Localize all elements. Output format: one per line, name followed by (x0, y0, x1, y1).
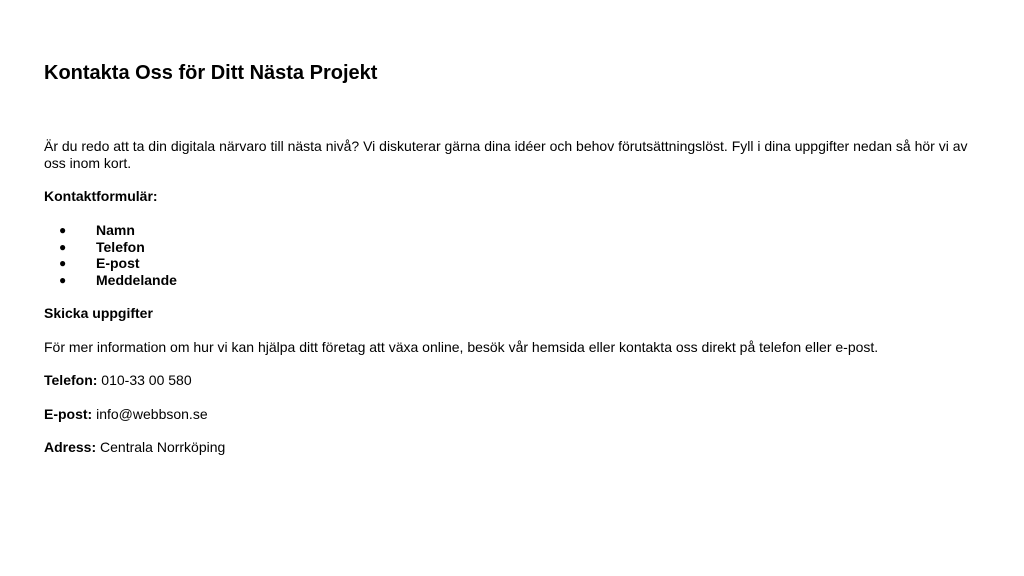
form-field-label: Meddelande (96, 272, 177, 289)
form-field-phone (44, 239, 177, 256)
page-title: Kontakta Oss för Ditt Nästa Projekt (44, 62, 378, 84)
address-label: Adress: (44, 439, 97, 455)
form-field-label: Namn (96, 222, 135, 238)
bullet-icon: ● (59, 239, 67, 254)
email-value: info@webbson.se (96, 406, 208, 422)
bullet-icon: ● (59, 223, 67, 237)
contact-address (44, 439, 225, 456)
bullet-icon: ● (59, 273, 67, 288)
contact-form-heading: Kontaktformulär: (44, 188, 158, 204)
form-field-email (44, 255, 177, 272)
phone-label: Telefon: (44, 372, 98, 388)
form-field-label: E-post (96, 255, 140, 272)
intro-paragraph: Är du redo att ta din digitala närvaro till nästa nivå? Vi diskuterar gärna dina idéer och behov förutsättningslöst. Fyll i dina uppgifter nedan så hör vi av oss inom kort. (44, 138, 968, 171)
submit-details-button[interactable]: Skicka uppgifter (44, 305, 153, 321)
more-info-paragraph: För mer information om hur vi kan hjälpa ditt företag att växa online, besök vår hemsida eller kontakta oss direkt på telefon eller e-post. (44, 339, 879, 355)
address-value: Centrala Norrköping (100, 439, 226, 455)
contact-phone (44, 372, 192, 389)
form-field-message (44, 272, 177, 289)
phone-value: 010-33 00 580 (101, 372, 192, 388)
email-label: E-post: (44, 406, 93, 422)
form-fields-list (44, 222, 177, 289)
form-field-name (44, 222, 177, 239)
form-field-label: Telefon (96, 238, 145, 255)
contact-email (44, 406, 208, 423)
bullet-icon: ● (59, 256, 67, 271)
